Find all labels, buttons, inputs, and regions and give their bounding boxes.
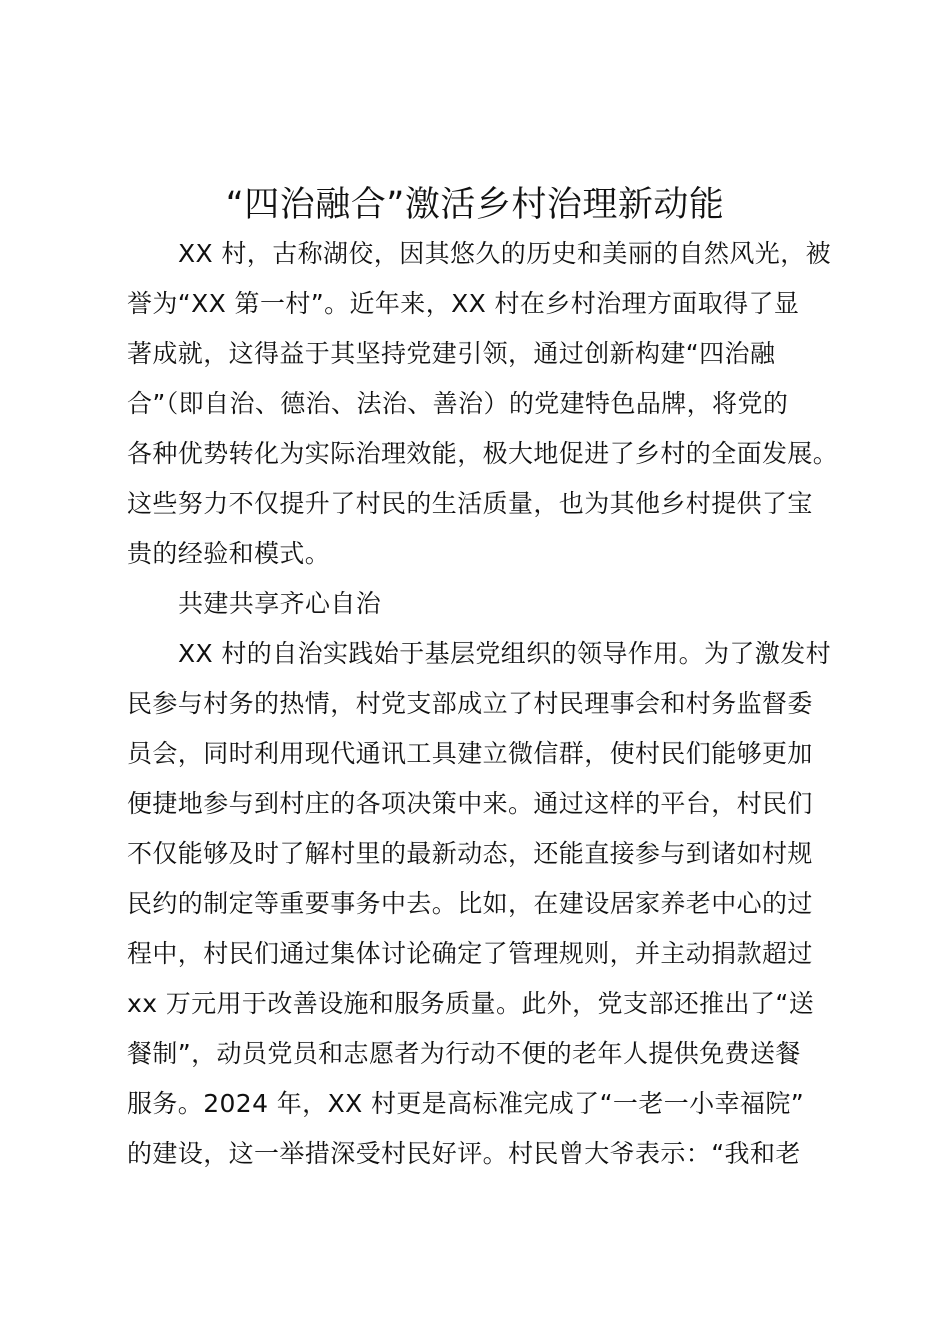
paragraph-line: 著成就，这得益于其坚持党建引领，通过创新构建“四治融 bbox=[127, 339, 776, 368]
paragraph-line: XX 村的自治实践始于基层党组织的领导作用。为了激发村 bbox=[178, 639, 832, 668]
paragraph-line: XX 村，古称湖佼，因其悠久的历史和美丽的自然风光，被 bbox=[178, 239, 832, 268]
paragraph-line: 程中，村民们通过集体讨论确定了管理规则，并主动捐款超过 bbox=[127, 939, 813, 968]
paragraph-line: 贵的经验和模式。 bbox=[127, 539, 331, 568]
paragraph-line: 不仅能够及时了解村里的最新动态，还能直接参与到诸如村规 bbox=[127, 839, 813, 868]
paragraph-line: 服务。2024 年，XX 村更是高标准完成了“一老一小幸福院” bbox=[127, 1089, 805, 1118]
paragraph-line: 各种优势转化为实际治理效能，极大地促进了乡村的全面发展。 bbox=[127, 439, 839, 468]
paragraph-line: xx 万元用于改善设施和服务质量。此外，党支部还推出了“送 bbox=[127, 989, 815, 1018]
section-heading: 共建共享齐心自治 bbox=[178, 589, 382, 618]
paragraph-line: 这些努力不仅提升了村民的生活质量，也为其他乡村提供了宝 bbox=[127, 489, 813, 518]
paragraph-line: 员会，同时利用现代通讯工具建立微信群，使村民们能够更加 bbox=[127, 739, 813, 768]
paragraph-line: 餐制”，动员党员和志愿者为行动不便的老年人提供免费送餐 bbox=[127, 1039, 801, 1068]
document-title: “四治融合”激活乡村治理新动能 bbox=[225, 185, 725, 225]
paragraph-line: 誉为“XX 第一村”。近年来，XX 村在乡村治理方面取得了显 bbox=[127, 289, 800, 318]
paragraph-line: 便捷地参与到村庄的各项决策中来。通过这样的平台，村民们 bbox=[127, 789, 813, 818]
paragraph-line: 合”（即自治、德治、法治、善治）的党建特色品牌，将党的 bbox=[127, 389, 789, 418]
paragraph-line: 民参与村务的热情，村党支部成立了村民理事会和村务监督委 bbox=[127, 689, 813, 718]
paragraph-line: 的建设，这一举措深受村民好评。村民曾大爷表示：“我和老 bbox=[127, 1139, 801, 1168]
paragraph-line: 民约的制定等重要事务中去。比如，在建设居家养老中心的过 bbox=[127, 889, 813, 918]
